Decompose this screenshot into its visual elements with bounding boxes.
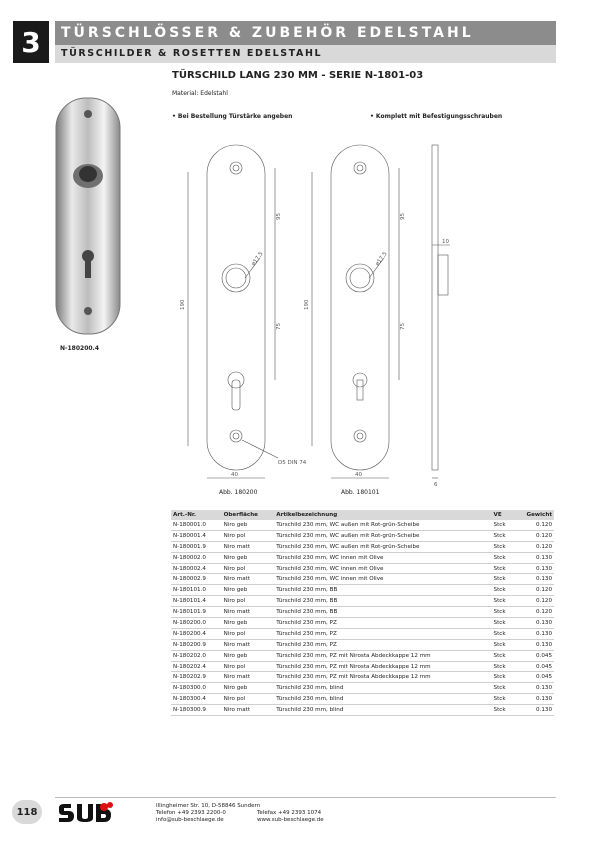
- table-row: [171, 563, 554, 574]
- cell-weight: 0.120: [514, 541, 554, 552]
- cell-description: Türschild 230 mm, WC außen mit Rot-grün-Scheibe: [274, 541, 491, 552]
- web-link[interactable]: www.sub-beschlaege.de: [257, 817, 324, 823]
- cell-ve: Stck: [492, 574, 514, 585]
- material-text: Material: Edelstahl: [172, 90, 228, 97]
- table-row: [171, 520, 554, 530]
- plate-side-profile: [432, 145, 438, 470]
- footer-contact: [257, 810, 324, 824]
- cell-weight: 0.130: [514, 683, 554, 694]
- cell-ve: Stck: [492, 563, 514, 574]
- dim-label-10: 10: [442, 239, 449, 245]
- cell-art-nr: N-180101.0: [171, 585, 222, 596]
- cell-ve: Stck: [492, 607, 514, 618]
- table-row: [171, 672, 554, 683]
- section-subtitle: TÜRSCHILDER & ROSETTEN EDELSTAHL: [55, 45, 556, 63]
- cell-ve: Stck: [492, 661, 514, 672]
- phone-line: Telefon +49 2393 2200-0: [156, 810, 226, 816]
- cell-art-nr: N-180202.9: [171, 672, 222, 683]
- cell-art-nr: N-180202.4: [171, 661, 222, 672]
- cell-ve: Stck: [492, 552, 514, 563]
- table-row: [171, 683, 554, 694]
- cell-ve: Stck: [492, 650, 514, 661]
- cell-description: Türschild 230 mm, PZ mit Nirosta Abdeckkappe 12 mm: [274, 650, 491, 661]
- table-row: [171, 639, 554, 650]
- product-table: [171, 510, 554, 716]
- table-row: [171, 650, 554, 661]
- address-line: Illingheimer Str. 10, D-58846 Sundern: [156, 803, 261, 809]
- cell-surface: Niro geb: [222, 585, 275, 596]
- dim-label-screw: D5 DIN 74: [278, 460, 307, 466]
- cell-surface: Niro geb: [222, 520, 275, 530]
- cell-surface: Niro geb: [222, 683, 275, 694]
- cell-surface: Niro pol: [222, 563, 275, 574]
- table-row: [171, 552, 554, 563]
- chapter-number: 3: [13, 21, 49, 63]
- col-art-nr: Art.-Nr.: [171, 510, 222, 520]
- cell-surface: Niro matt: [222, 672, 275, 683]
- cell-weight: 0.130: [514, 705, 554, 716]
- table-row: [171, 661, 554, 672]
- cell-surface: Niro matt: [222, 541, 275, 552]
- cell-art-nr: N-180300.4: [171, 694, 222, 705]
- cell-surface: Niro matt: [222, 639, 275, 650]
- cell-weight: 0.130: [514, 628, 554, 639]
- cell-description: Türschild 230 mm, PZ mit Nirosta Abdeckkappe 12 mm: [274, 672, 491, 683]
- company-logo: [55, 800, 115, 826]
- cell-weight: 0.120: [514, 585, 554, 596]
- cell-art-nr: N-180001.0: [171, 520, 222, 530]
- cell-description: Türschild 230 mm, BB: [274, 596, 491, 607]
- page-number: 118: [12, 800, 42, 824]
- cell-ve: Stck: [492, 618, 514, 629]
- cell-ve: Stck: [492, 585, 514, 596]
- cell-description: Türschild 230 mm, blind: [274, 683, 491, 694]
- bullet-door-thickness: • Bei Bestellung Türstärke angeben: [172, 113, 293, 120]
- cell-weight: 0.120: [514, 607, 554, 618]
- dim-label-190-right: 190: [304, 299, 310, 310]
- table-row: [171, 694, 554, 705]
- dim-label-6: 6: [434, 482, 438, 488]
- cell-description: Türschild 230 mm, blind: [274, 705, 491, 716]
- col-weight: Gewicht: [514, 510, 554, 520]
- cell-art-nr: N-180202.0: [171, 650, 222, 661]
- cell-art-nr: N-180101.4: [171, 596, 222, 607]
- cell-weight: 0.045: [514, 672, 554, 683]
- table-row: [171, 585, 554, 596]
- cell-ve: Stck: [492, 520, 514, 530]
- cell-surface: Niro pol: [222, 530, 275, 541]
- cell-ve: Stck: [492, 683, 514, 694]
- col-description: Artikelbezeichnung: [274, 510, 491, 520]
- col-ve: VE: [492, 510, 514, 520]
- drawing-caption-left: Abb. 180200: [219, 489, 258, 496]
- cell-art-nr: N-180002.9: [171, 574, 222, 585]
- bullet-screws: • Komplett mit Befestigungsschrauben: [370, 113, 503, 120]
- cell-surface: Niro pol: [222, 596, 275, 607]
- cell-weight: 0.130: [514, 552, 554, 563]
- table-row: [171, 596, 554, 607]
- table-row: [171, 530, 554, 541]
- dim-label-diameter: ø17,5: [250, 250, 265, 268]
- dim-label-75: 75: [276, 323, 282, 330]
- plate-outline-right: [331, 145, 389, 470]
- drawing-caption-right: Abb. 180101: [341, 489, 380, 496]
- dim-label-75-right: 75: [400, 323, 406, 330]
- cell-description: Türschild 230 mm, WC innen mit Olive: [274, 552, 491, 563]
- cell-description: Türschild 230 mm, PZ mit Nirosta Abdeckkappe 12 mm: [274, 661, 491, 672]
- cell-description: Türschild 230 mm, PZ: [274, 628, 491, 639]
- cell-surface: Niro matt: [222, 705, 275, 716]
- cell-description: Türschild 230 mm, PZ: [274, 639, 491, 650]
- cell-surface: Niro geb: [222, 650, 275, 661]
- product-photo: [50, 96, 126, 336]
- cell-description: Türschild 230 mm, WC außen mit Rot-grün-Scheibe: [274, 530, 491, 541]
- plate-outline-left: [207, 145, 265, 470]
- cell-surface: Niro matt: [222, 607, 275, 618]
- cell-weight: 0.120: [514, 520, 554, 530]
- cell-ve: Stck: [492, 639, 514, 650]
- cell-description: Türschild 230 mm, WC innen mit Olive: [274, 563, 491, 574]
- cell-art-nr: N-180200.4: [171, 628, 222, 639]
- cell-weight: 0.045: [514, 661, 554, 672]
- table-row: [171, 705, 554, 716]
- cell-art-nr: N-180300.0: [171, 683, 222, 694]
- cell-art-nr: N-180001.4: [171, 530, 222, 541]
- cell-ve: Stck: [492, 694, 514, 705]
- cell-description: Türschild 230 mm, WC außen mit Rot-grün-Scheibe: [274, 520, 491, 530]
- cell-description: Türschild 230 mm, blind: [274, 694, 491, 705]
- cell-art-nr: N-180001.9: [171, 541, 222, 552]
- cell-art-nr: N-180002.0: [171, 552, 222, 563]
- cell-ve: Stck: [492, 628, 514, 639]
- cell-description: Türschild 230 mm, WC innen mit Olive: [274, 574, 491, 585]
- cell-weight: 0.120: [514, 596, 554, 607]
- cell-art-nr: N-180101.9: [171, 607, 222, 618]
- table-row: [171, 628, 554, 639]
- table-row: [171, 618, 554, 629]
- cell-ve: Stck: [492, 530, 514, 541]
- section-title: TÜRSCHLÖSSER & ZUBEHÖR EDELSTAHL: [55, 21, 556, 45]
- footer-divider: [55, 797, 556, 798]
- cell-description: Türschild 230 mm, PZ: [274, 618, 491, 629]
- dim-label-40: 40: [231, 472, 238, 478]
- table-row: [171, 574, 554, 585]
- cell-art-nr: N-180200.9: [171, 639, 222, 650]
- dim-label-40-right: 40: [355, 472, 362, 478]
- table-row: [171, 607, 554, 618]
- dim-label-diameter-right: ø17,5: [374, 250, 389, 268]
- cell-weight: 0.120: [514, 530, 554, 541]
- cell-surface: Niro pol: [222, 628, 275, 639]
- fax-line: Telefax +49 2393 1074: [257, 810, 322, 816]
- cell-weight: 0.130: [514, 639, 554, 650]
- product-title: TÜRSCHILD LANG 230 MM - SERIE N-1801-03: [172, 70, 424, 81]
- cell-art-nr: N-180300.9: [171, 705, 222, 716]
- dim-label-95: 95: [276, 213, 282, 220]
- cell-description: Türschild 230 mm, BB: [274, 607, 491, 618]
- table-row: [171, 541, 554, 552]
- cell-surface: Niro matt: [222, 574, 275, 585]
- technical-drawings: [170, 140, 470, 500]
- cell-ve: Stck: [492, 672, 514, 683]
- cell-weight: 0.130: [514, 574, 554, 585]
- cell-weight: 0.130: [514, 618, 554, 629]
- cell-ve: Stck: [492, 705, 514, 716]
- table-header-row: [171, 510, 554, 520]
- col-surface: Oberfläche: [222, 510, 275, 520]
- photo-caption: N-180200.4: [60, 345, 100, 352]
- cell-weight: 0.045: [514, 650, 554, 661]
- cell-ve: Stck: [492, 541, 514, 552]
- cell-weight: 0.130: [514, 694, 554, 705]
- dim-label-95-right: 95: [400, 213, 406, 220]
- cell-ve: Stck: [492, 596, 514, 607]
- cell-surface: Niro geb: [222, 552, 275, 563]
- cell-art-nr: N-180200.0: [171, 618, 222, 629]
- email-link[interactable]: info@sub-beschlaege.de: [156, 817, 224, 823]
- footer-address: [156, 803, 260, 824]
- cell-weight: 0.130: [514, 563, 554, 574]
- cell-surface: Niro pol: [222, 694, 275, 705]
- cell-surface: Niro geb: [222, 618, 275, 629]
- cell-art-nr: N-180002.4: [171, 563, 222, 574]
- cell-description: Türschild 230 mm, BB: [274, 585, 491, 596]
- dim-label-190: 190: [180, 299, 186, 310]
- cell-surface: Niro pol: [222, 661, 275, 672]
